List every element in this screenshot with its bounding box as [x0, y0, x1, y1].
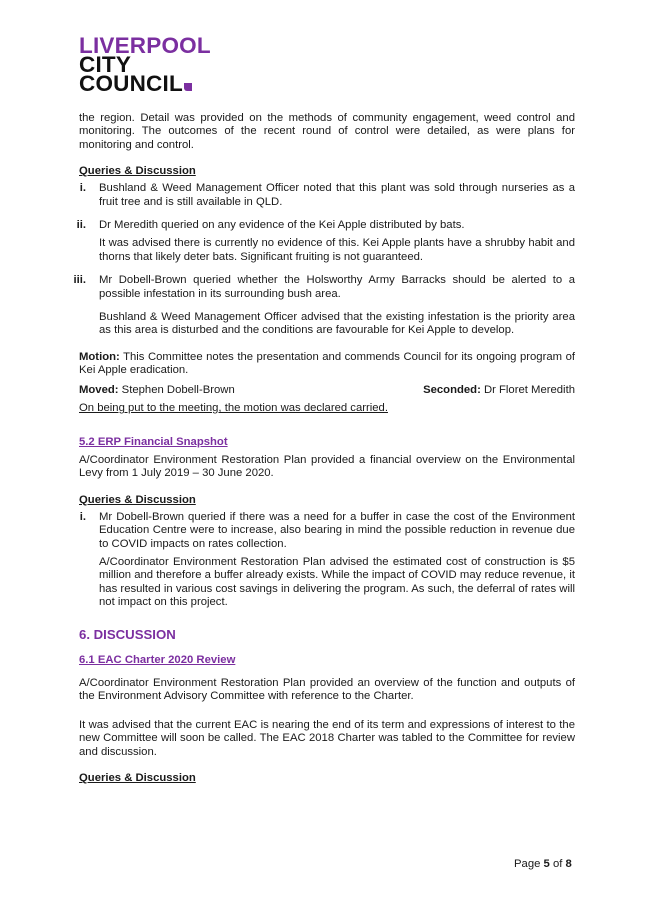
query-item — [79, 182, 575, 209]
page-current: 5 — [543, 858, 550, 870]
document-body — [73, 112, 575, 784]
section-6-1-heading: 6.1 EAC Charter 2020 Review — [79, 653, 236, 666]
council-logo — [79, 33, 211, 96]
item-number: i. — [79, 182, 86, 195]
moved-name: Stephen Dobell-Brown — [118, 383, 235, 396]
moved-label: Moved: — [79, 383, 119, 396]
item-paragraph: It was advised there is currently no evidence of this. Kei Apple plants have a shrubby habit and thorns that likely deter bats. Significant fruiting is not guaranteed. — [99, 237, 575, 263]
logo-line-1: LIVERPOOL — [79, 33, 211, 58]
moved-seconded-row — [79, 384, 575, 397]
query-item — [73, 274, 575, 338]
section-6-1-paragraph-1: A/Coordinator Environment Restoration Plan provided an overview of the function and outputs of the Environment Advisory Committee with reference to the Charter. — [79, 676, 575, 703]
section-6-1-paragraph-2: It was advised that the current EAC is nearing the end of its term and expressions of interest to the new Committee will soon be called. The EAC 2018 Charter was tabled to the Committee for review and discussion. — [79, 718, 575, 758]
item-paragraph: Mr Dobell-Brown queried whether the Holsworthy Army Barracks should be alerted to a possible infestation in its surrounding bush area. — [99, 274, 575, 300]
item-number: i. — [79, 510, 86, 523]
seconded-name: Dr Floret Meredith — [480, 383, 575, 396]
queries-heading-2: Queries & Discussion — [79, 493, 196, 506]
section-6-heading: 6. DISCUSSION — [79, 626, 176, 642]
item-paragraph: A/Coordinator Environment Restoration Plan advised the estimated cost of construction is $5 million and therefore a buffer already exists. While the impact of COVID may reduce revenue, it has resulted in various cost savings in delivering the program. As such, the deferral of rates will not impact on this project. — [99, 555, 575, 609]
queries-heading-3: Queries & Discussion — [79, 772, 196, 784]
logo-dot-icon — [184, 83, 192, 91]
section-5-2-heading: 5.2 ERP Financial Snapshot — [79, 435, 228, 448]
motion-text: This Committee notes the presentation and commends Council for its ongoing program of Kei Apple eradication. — [79, 350, 575, 377]
motion-carried: On being put to the meeting, the motion was declared carried. — [79, 402, 388, 415]
logo-line-2: CITY — [79, 52, 132, 77]
logo-line-3-text: COUNCIL — [79, 71, 183, 96]
seconded-by — [423, 384, 575, 397]
page-total: 8 — [565, 858, 572, 870]
item-number: iii. — [73, 274, 86, 287]
query-item — [76, 219, 575, 264]
logo-line-3 — [79, 71, 211, 96]
moved-by — [79, 384, 235, 397]
item-number: ii. — [76, 219, 86, 232]
queries-heading-1: Queries & Discussion — [79, 165, 196, 178]
item-paragraph: Bushland & Weed Management Officer advised that the existing infestation is the priority area as this area is disturbed and the conditions are favourable for Kei Apple to develop. — [99, 311, 575, 337]
item-paragraph: Mr Dobell-Brown queried if there was a need for a buffer in case the cost of the Environment Education Centre were to increase, also bearing in mind the possible reduction in revenue due to COVID impacts on rates collection. — [99, 510, 575, 550]
item-paragraph: Bushland & Weed Management Officer noted that this plant was sold through nurseries as a fruit tree and is still available in QLD. — [99, 182, 575, 208]
page-number — [514, 858, 572, 870]
section-5-2-text: A/Coordinator Environment Restoration Plan provided a financial overview on the Environmental Levy from 1 July 2019 – 30 June 2020. — [79, 453, 575, 480]
seconded-label: Seconded: — [423, 383, 481, 396]
item-paragraph: Dr Meredith queried on any evidence of the Kei Apple distributed by bats. — [99, 219, 465, 232]
intro-paragraph: the region. Detail was provided on the methods of community engagement, weed control and monitoring. The outcomes of the recent round of control were detailed, as were plans for monitoring and control. — [79, 112, 575, 151]
query-item — [79, 511, 575, 610]
motion-label: Motion: — [79, 350, 120, 363]
page-of: of — [549, 858, 566, 870]
motion-paragraph — [79, 351, 575, 378]
page-label: Page — [514, 858, 544, 870]
